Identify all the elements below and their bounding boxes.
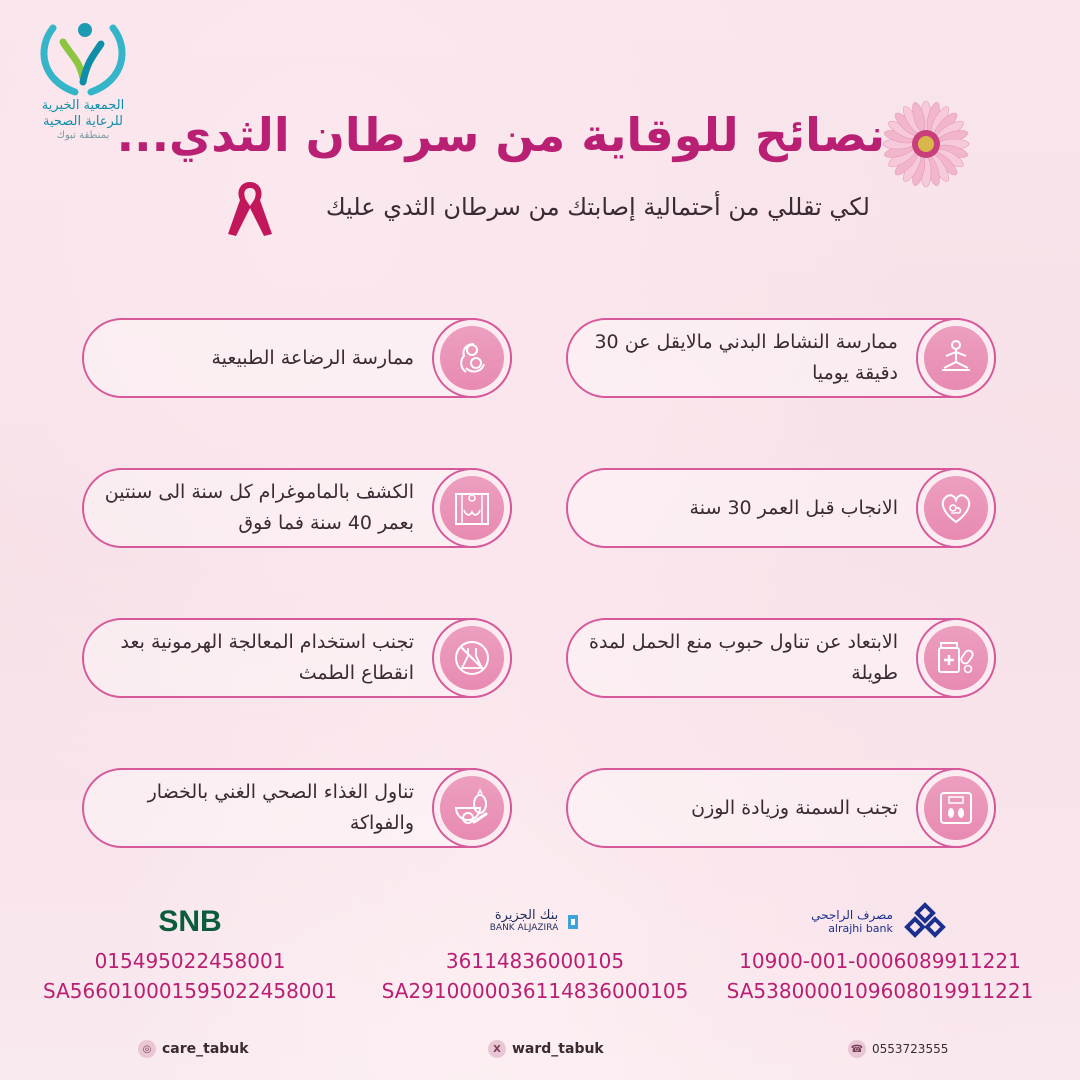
logo-line-3: بمنطقة تبوك	[56, 130, 110, 141]
tip-text: ممارسة الرضاعة الطبيعية	[211, 346, 414, 369]
tip-card-breastfeeding	[82, 318, 512, 398]
alrajhi-logo-en: alrajhi bank	[828, 922, 893, 935]
tip-circle	[916, 468, 996, 548]
tip-card-hormone	[82, 618, 512, 698]
tip-text: ممارسة النشاط البدني مالايقل عن 30 دقيقة يوميا	[594, 331, 898, 384]
tip-card-contraceptives	[566, 618, 996, 698]
tip-text: تجنب السمنة وزيادة الوزن	[691, 796, 898, 819]
footer-x[interactable]	[488, 1040, 604, 1058]
aljazira-logo	[380, 898, 690, 946]
tip-text: الكشف بالماموغرام كل سنة الى سنتين بعمر 40 سنة فما فوق	[104, 481, 414, 534]
pills-icon	[935, 638, 977, 678]
bank-alrajhi	[725, 898, 1035, 1006]
no-flask-icon	[452, 638, 492, 678]
tip-circle	[432, 618, 512, 698]
tip-circle	[916, 318, 996, 398]
aljazira-iban: SA2910000036114836000105	[381, 979, 689, 1003]
flower-icon	[882, 100, 970, 188]
x-handle: ward_tabuk	[512, 1041, 604, 1057]
aljazira-logo-en: BANK ALJAZIRA	[489, 923, 559, 933]
phone-icon: ☎	[848, 1040, 866, 1058]
logo-line-2: للرعاية الصحية	[42, 114, 123, 129]
tip-circle	[432, 768, 512, 848]
tip-text: تجنب استخدام المعالجة الهرمونية بعد انقطاع الطمث	[120, 631, 414, 684]
footer-phone[interactable]	[848, 1040, 948, 1058]
tip-circle	[916, 768, 996, 848]
tip-text: الابتعاد عن تناول حبوب منع الحمل لمدة طويلة	[589, 631, 898, 684]
scale-icon	[936, 788, 976, 828]
tip-circle	[916, 618, 996, 698]
bank-snb	[40, 898, 340, 1006]
page-title: نصائح للوقاية من سرطان الثدي...	[116, 108, 885, 162]
association-logo-icon	[35, 18, 131, 98]
alrajhi-account-number: 10900-001-0006089911221	[739, 949, 1021, 973]
snb-account-number: 015495022458001	[94, 949, 286, 973]
logo-line-1: الجمعية الخيرية	[41, 98, 125, 113]
tip-card-diet	[82, 768, 512, 848]
phone-number: 0553723555	[872, 1042, 949, 1056]
tip-card-mammogram	[82, 468, 512, 548]
snb-logo-text: SNB	[158, 905, 222, 938]
mammogram-icon	[452, 488, 492, 528]
aljazira-mark-icon	[566, 913, 580, 931]
aljazira-logo-ar: بنك الجزيرة	[494, 908, 559, 923]
tip-text: الانجاب قبل العمر 30 سنة	[689, 496, 898, 519]
fruits-icon	[452, 788, 492, 828]
heart-baby-icon	[936, 488, 976, 528]
tip-card-childbirth	[566, 468, 996, 548]
alrajhi-logo	[725, 898, 1035, 946]
snb-logo	[40, 898, 340, 946]
alrajhi-mark-icon	[901, 902, 949, 942]
instagram-handle: care_tabuk	[162, 1041, 249, 1057]
yoga-icon	[936, 338, 976, 378]
tip-text: تناول الغذاء الصحي الغني بالخضار والفواكة	[147, 781, 414, 834]
tip-card-obesity	[566, 768, 996, 848]
tip-card-exercise	[566, 318, 996, 398]
x-icon: X	[488, 1040, 506, 1058]
bank-aljazira	[380, 898, 690, 1006]
alrajhi-logo-ar: مصرف الراجحي	[811, 908, 893, 922]
aljazira-account-number: 36114836000105	[445, 949, 625, 973]
mother-baby-icon	[452, 338, 492, 378]
tip-circle	[432, 318, 512, 398]
alrajhi-iban: SA5380000109608019911221	[726, 979, 1034, 1003]
pink-ribbon-icon	[222, 178, 278, 240]
tip-circle	[432, 468, 512, 548]
page-subtitle: لكي تقللي من أحتمالية إصابتك من سرطان الثدي عليك	[325, 193, 870, 221]
footer-instagram[interactable]	[138, 1040, 249, 1058]
snb-iban: SA566010001595022458001	[43, 979, 337, 1003]
instagram-icon: ◎	[138, 1040, 156, 1058]
